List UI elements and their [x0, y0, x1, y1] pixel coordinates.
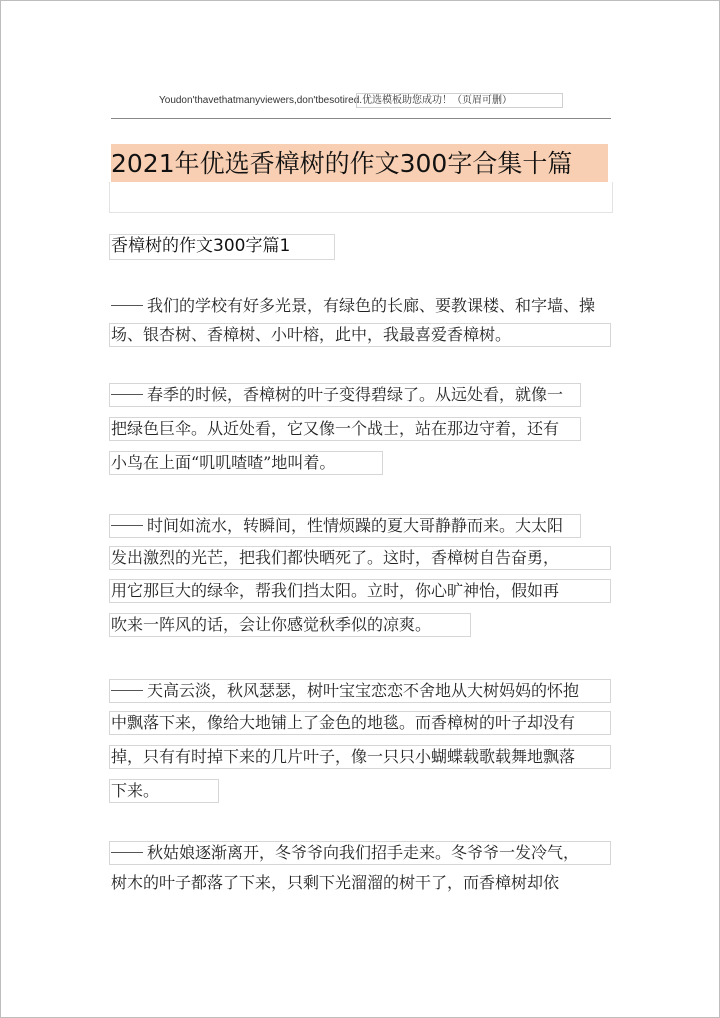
header-divider — [111, 118, 611, 119]
paragraph-line: 下来。 — [111, 781, 160, 800]
indent-mark — [111, 852, 143, 853]
line-text: 我们的学校有好多光景，有绿色的长廊、要教课楼、和字墙、操 — [147, 296, 596, 315]
paragraph-line: 用它那巨大的绿伞，帮我们挡太阳。立时，你心旷神怡，假如再 — [111, 581, 560, 600]
page-header-text: Youdon'thavethatmanyviewers,don'tbesotired.优选模板助您成功！（页眉可删） — [159, 95, 513, 106]
paragraph-line: 中飘落下来，像给大地铺上了金色的地毯。而香樟树的叶子却没有 — [111, 713, 576, 732]
paragraph-line: 小鸟在上面“叽叽喳喳”地叫着。 — [111, 453, 336, 472]
paragraph-line — [111, 383, 563, 407]
indent-mark — [111, 525, 143, 526]
paragraph-line: 发出激烈的光芒，把我们都快晒死了。这时，香樟树自告奋勇， — [111, 548, 560, 567]
paragraph-line: 吹来一阵风的话，会让你感觉秋季似的凉爽。 — [111, 615, 432, 634]
header-text-box — [356, 93, 563, 108]
paragraph-line: 把绿色巨伞。从近处看，它又像一个战士，站在那边守着，还有 — [111, 419, 560, 438]
paragraph-line — [111, 841, 579, 865]
line-text: 时间如流水，转瞬间，性情烦躁的夏大哥静静而来。大太阳 — [147, 516, 564, 535]
line-text: 秋姑娘逐渐离开，冬爷爷向我们招手走来。冬爷爷一发冷气， — [147, 843, 580, 862]
document-title: 2021年优选香樟树的作文300字合集十篇 — [111, 149, 573, 178]
indent-mark — [111, 394, 143, 395]
paragraph-line: 掉，只有有时掉下来的几片叶子，像一只只小蝴蝶载歌载舞地飘落 — [111, 747, 576, 766]
paragraph-line: 场、银杏树、香樟树、小叶榕，此中，我最喜爱香樟树。 — [111, 325, 512, 344]
paragraph-line: 树木的叶子都落了下来，只剩下光溜溜的树干了，而香樟树却依 — [111, 873, 560, 892]
paragraph-line — [111, 679, 579, 703]
paragraph-line — [111, 514, 563, 538]
line-text: 天高云淡，秋风瑟瑟，树叶宝宝恋恋不舍地从大树妈妈的怀抱 — [147, 681, 580, 700]
title-box — [109, 182, 613, 213]
section-title: 香樟树的作文300字篇1 — [111, 236, 291, 256]
paragraph-line — [111, 294, 595, 318]
indent-mark — [111, 305, 143, 306]
line-text: 春季的时候，香樟树的叶子变得碧绿了。从远处看，就像一 — [147, 385, 564, 404]
indent-mark — [111, 690, 143, 691]
